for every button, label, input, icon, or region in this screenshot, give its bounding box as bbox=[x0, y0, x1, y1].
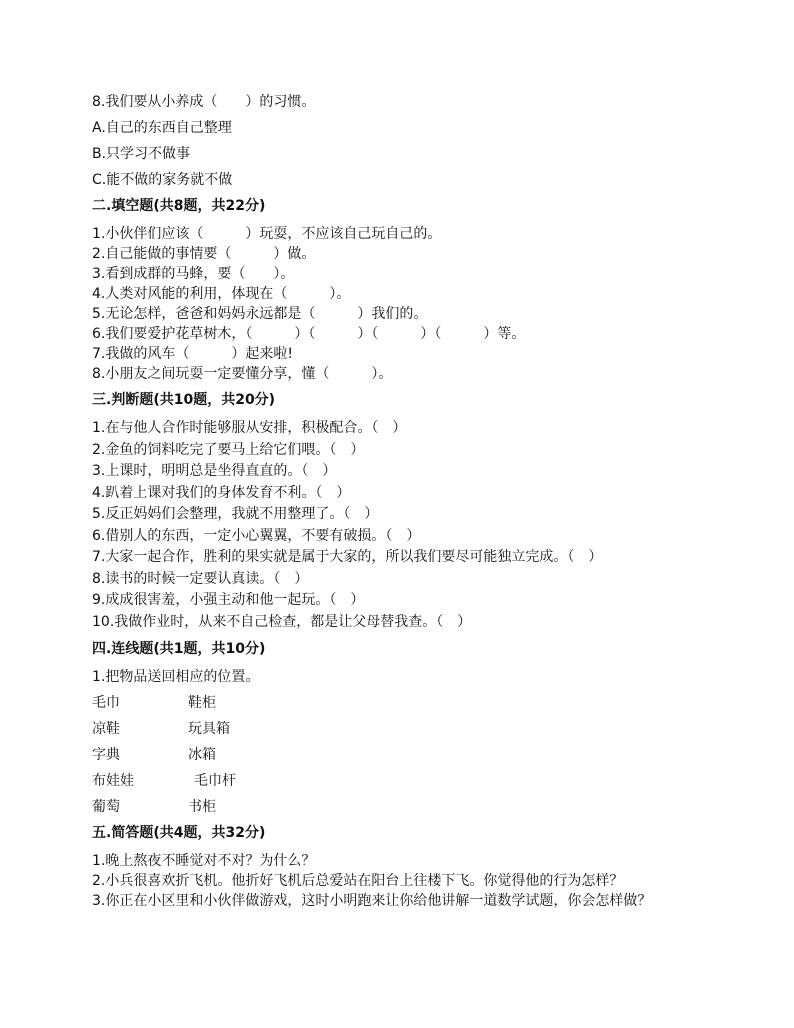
matching-row bbox=[92, 693, 732, 713]
true-false-item-9: 9.成成很害羞，小强主动和他一起玩。（ ） bbox=[92, 592, 365, 608]
short-answer-item-2: 2.小兵很喜欢折飞机。他折好飞机后总爱站在阳台上往楼下飞。你觉得他的行为怎样？ bbox=[92, 873, 624, 889]
worksheet-page bbox=[92, 92, 732, 911]
matching-right-item: 书柜 bbox=[188, 799, 216, 815]
true-false-item-4: 4.趴着上课对我们的身体发育不利。（ ） bbox=[92, 484, 351, 501]
fill-blank-item-2: 2.自己能做的事情要（ ）做。 bbox=[92, 246, 316, 262]
fill-blank-item-6: 6.我们要爱护花草树木，（ ）（ ）（ ）（ ）等。 bbox=[92, 326, 526, 342]
question-8-option-a: A.自己的东西自己整理 bbox=[92, 120, 232, 136]
section-3-heading: 三.判断题(共10题，共20分) bbox=[92, 392, 276, 408]
true-false-item-5: 5.反正妈妈们会整理，我就不用整理了。（ ） bbox=[92, 506, 379, 522]
matching-right-item: 鞋柜 bbox=[188, 695, 216, 711]
true-false-item-1: 1.在与他人合作时能够服从安排，积极配合。（ ） bbox=[92, 420, 407, 436]
true-false-item-3: 3.上课时，明明总是坐得直直的。（ ） bbox=[92, 463, 337, 479]
section-5-heading: 五.简答题(共4题，共32分) bbox=[92, 825, 266, 841]
matching-left-item: 布娃娃 bbox=[92, 773, 134, 789]
matching-left-item: 毛巾 bbox=[92, 695, 120, 711]
fill-blank-item-5: 5.无论怎样，爸爸和妈妈永远都是（ ）我们的。 bbox=[92, 306, 428, 322]
fill-blank-item-3: 3.看到成群的马蜂，要（ ）。 bbox=[92, 266, 295, 282]
matching-row bbox=[92, 797, 732, 817]
fill-blank-item-1: 1.小伙伴们应该（ ）玩耍，不应该自己玩自己的。 bbox=[92, 226, 442, 242]
true-false-item-8: 8.读书的时候一定要认真读。（ ） bbox=[92, 570, 309, 587]
true-false-item-6: 6.借别人的东西，一定小心翼翼，不要有破损。（ ） bbox=[92, 527, 421, 544]
true-false-item-2: 2.金鱼的饲料吃完了要马上给它们喂。（ ） bbox=[92, 441, 365, 458]
question-8-stem: 8.我们要从小养成（ ）的习惯。 bbox=[92, 94, 316, 110]
question-8-option-c: C.能不做的家务就不做 bbox=[92, 172, 233, 188]
matching-right-item: 玩具箱 bbox=[188, 721, 230, 737]
question-8-option-b: B.只学习不做事 bbox=[92, 146, 191, 162]
matching-row bbox=[92, 771, 732, 791]
matching-left-item: 凉鞋 bbox=[92, 721, 120, 737]
matching-row bbox=[92, 719, 732, 739]
matching-left-item: 字典 bbox=[92, 747, 120, 763]
short-answer-item-1: 1.晚上熬夜不睡觉对不对？为什么？ bbox=[92, 853, 316, 869]
fill-blank-item-4: 4.人类对风能的利用，体现在（ ）。 bbox=[92, 286, 351, 302]
section-2-heading: 二.填空题(共8题，共22分) bbox=[92, 198, 266, 214]
fill-blank-item-7: 7.我做的风车（ ）起来啦! bbox=[92, 346, 293, 362]
true-false-item-7: 7.大家一起合作，胜利的果实就是属于大家的，所以我们要尽可能独立完成。（ ） bbox=[92, 549, 603, 565]
short-answer-item-3: 3.你正在小区里和小伙伴做游戏，这时小明跑来让你给他讲解一道数学试题，你会怎样做？ bbox=[92, 893, 652, 909]
matching-right-item: 冰箱 bbox=[188, 747, 216, 763]
matching-question: 1.把物品送回相应的位置。 bbox=[92, 669, 260, 685]
matching-row bbox=[92, 745, 732, 765]
matching-left-item: 葡萄 bbox=[92, 799, 120, 815]
true-false-item-10: 10.我做作业时，从来不自己检查，都是让父母替我查。（ ） bbox=[92, 613, 472, 630]
section-4-heading: 四.连线题(共1题，共10分) bbox=[92, 641, 266, 657]
matching-right-item: 毛巾杆 bbox=[194, 773, 236, 789]
fill-blank-item-8: 8.小朋友之间玩耍一定要懂分享，懂（ ）。 bbox=[92, 366, 393, 382]
